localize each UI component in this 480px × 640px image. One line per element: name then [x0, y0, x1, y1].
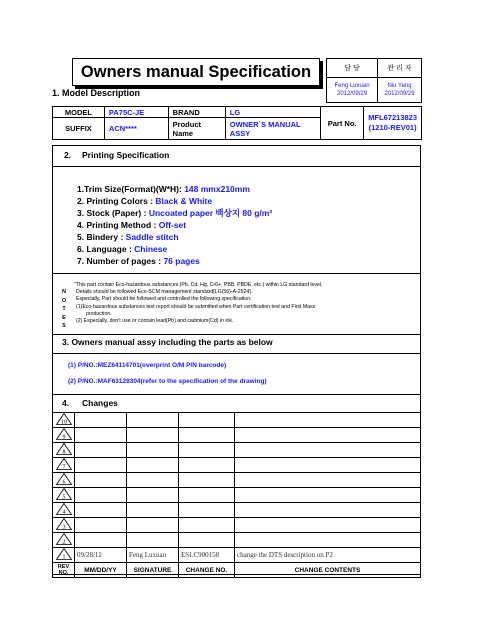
suffix-label: SUFFIX	[53, 118, 105, 140]
rev-cell	[53, 458, 75, 473]
change-date	[75, 488, 127, 503]
section-3-title: 3. Owners manual assy including the parts as below	[62, 337, 273, 347]
approval-manager-date: 2012/09/29	[384, 91, 415, 97]
change-signature	[127, 533, 179, 548]
change-row	[53, 503, 421, 518]
notes-label: N O T E S	[61, 289, 67, 329]
revision-triangle-icon	[56, 428, 72, 440]
svg-text:10: 10	[60, 419, 67, 425]
svg-text:5: 5	[62, 494, 65, 500]
change-contents	[235, 473, 421, 488]
change-contents	[235, 488, 421, 503]
col-date: MM/DD/YY	[75, 563, 127, 578]
divider	[53, 334, 420, 335]
divider	[53, 394, 420, 395]
model-label: MODEL	[53, 107, 105, 118]
approval-charge-name: Feng Luxuan	[334, 83, 370, 89]
brand-value: LG	[225, 107, 320, 118]
part-number-item: (2) P/NO.:MAF63128304(refer to the specification of the drawing)	[68, 378, 267, 385]
change-signature	[127, 473, 179, 488]
change-number	[179, 473, 235, 488]
change-number	[179, 443, 235, 458]
change-row	[53, 428, 421, 443]
approval-charge-date: 2012/09/29	[337, 91, 368, 97]
svg-text:6: 6	[62, 479, 65, 485]
change-date: 09/28/12	[75, 548, 127, 563]
approval-manager-cell	[378, 78, 422, 103]
col-change-contents: CHANGE CONTENTS	[235, 563, 421, 578]
change-contents	[235, 428, 421, 443]
part-number-list	[68, 358, 267, 390]
divider	[53, 273, 420, 274]
change-date	[75, 518, 127, 533]
product-name-value: OWNER`S MANUAL ASSY	[225, 118, 320, 140]
rev-cell	[53, 488, 75, 503]
section-4-number: 4.	[62, 398, 70, 408]
svg-text:2: 2	[62, 539, 65, 545]
rev-cell	[53, 533, 75, 548]
change-number	[179, 428, 235, 443]
revision-triangle-icon	[56, 518, 72, 530]
spec-method: 4. Printing Method : Off-set	[77, 220, 187, 230]
change-contents	[235, 533, 421, 548]
rev-cell	[53, 503, 75, 518]
section-4-title: Changes	[82, 398, 118, 408]
revision-triangle-icon	[56, 443, 72, 455]
change-number	[179, 518, 235, 533]
revision-triangle-icon	[56, 533, 72, 545]
svg-text:1: 1	[62, 554, 65, 560]
change-row	[53, 443, 421, 458]
change-date	[75, 443, 127, 458]
printing-spec-list	[77, 183, 272, 267]
notes-text: "This part contain Eco-hazardous substances (Pb, Cd, Hg, Cr6+, PBB, PBDE, etc.) within LG standard level, Details should be followed Eco-SCM management standard[LG(56)-A-2524]. Especially, Part should be followed and controlled the following specification. (1)Eco-hazardous substances test report should be submitted when Part certification test and First Mass production. (2) Especially, don't use or contain lead(Pb) and cadmium(Cd) in ink.	[74, 282, 323, 325]
col-signature: SIGNATURE	[127, 563, 179, 578]
change-date	[75, 428, 127, 443]
rev-cell	[53, 413, 75, 428]
rev-cell	[53, 548, 75, 563]
revision-triangle-icon	[56, 488, 72, 500]
change-date	[75, 473, 127, 488]
section-1-title: 1. Model Description	[52, 88, 141, 98]
section-2-number: 2.	[64, 150, 72, 160]
spec-stock: 3. Stock (Paper) : Uncoated paper 백상지 80 g/m²	[77, 208, 273, 218]
change-row	[53, 488, 421, 503]
revision-triangle-icon	[56, 458, 72, 470]
changes-footer	[53, 563, 421, 578]
change-signature	[127, 488, 179, 503]
change-date	[75, 413, 127, 428]
change-signature	[127, 443, 179, 458]
spec-trim: 1.Trim Size(Format)(W*H): 148 mmx210mm	[77, 184, 250, 194]
part-no-label: Part No.	[321, 107, 364, 140]
section-2-title: Printing Specification	[82, 150, 170, 160]
rev-cell	[53, 428, 75, 443]
change-contents: change the DTS description on P2	[235, 548, 421, 563]
divider	[53, 353, 420, 354]
revision-triangle-icon	[56, 413, 72, 425]
svg-text:7: 7	[62, 464, 65, 470]
change-row	[53, 458, 421, 473]
suffix-value: ACN****	[104, 118, 168, 140]
revision-triangle-icon	[56, 473, 72, 485]
change-signature	[127, 503, 179, 518]
part-no-rev: (1210-REV01)	[368, 123, 417, 132]
change-signature: Feng Luxuan	[127, 548, 179, 563]
change-number	[179, 488, 235, 503]
revision-triangle-icon	[56, 548, 72, 560]
spec-bindery: 5. Bindery : Saddle stitch	[77, 232, 179, 242]
change-signature	[127, 428, 179, 443]
change-row	[53, 533, 421, 548]
rev-cell	[53, 443, 75, 458]
approval-table	[326, 58, 422, 103]
col-rev-no: REV NO.	[53, 563, 75, 578]
spec-colors: 2. Printing Colors : Black & White	[77, 196, 213, 206]
change-row	[53, 518, 421, 533]
model-table	[52, 106, 422, 140]
change-contents	[235, 413, 421, 428]
change-contents	[235, 458, 421, 473]
change-contents	[235, 443, 421, 458]
change-date	[75, 458, 127, 473]
change-date	[75, 533, 127, 548]
revision-triangle-icon	[56, 503, 72, 515]
svg-text:9: 9	[62, 434, 65, 440]
part-number-item: (1) P/NO.:MEZ64114701(overprint O/M P/N barcode)	[68, 362, 227, 369]
svg-text:3: 3	[62, 524, 65, 530]
model-value: PA75C-JE	[104, 107, 168, 118]
change-contents	[235, 518, 421, 533]
change-number	[179, 413, 235, 428]
change-signature	[127, 518, 179, 533]
change-signature	[127, 458, 179, 473]
change-number	[179, 533, 235, 548]
change-row	[53, 413, 421, 428]
approval-charge-cell	[327, 78, 378, 103]
changes-table	[52, 412, 421, 578]
spec-language: 6. Language : Chinese	[77, 244, 168, 254]
change-number	[179, 503, 235, 518]
brand-label: BRAND	[168, 107, 225, 118]
approval-header-manager: 관 리 자	[378, 59, 422, 78]
change-number	[179, 458, 235, 473]
document-title: Owners manual Specification	[72, 58, 320, 86]
change-row	[53, 548, 421, 563]
part-no-value: MFL67213823	[368, 113, 417, 122]
rev-cell	[53, 473, 75, 488]
change-contents	[235, 503, 421, 518]
svg-text:4: 4	[62, 509, 65, 515]
change-row	[53, 473, 421, 488]
svg-text:8: 8	[62, 449, 65, 455]
change-signature	[127, 413, 179, 428]
rev-cell	[53, 518, 75, 533]
col-change-no: CHANGE NO.	[179, 563, 235, 578]
part-no-cell	[364, 107, 422, 140]
approval-manager-name: Niu Yang	[387, 83, 412, 89]
spec-pages: 7. Number of pages : 76 pages	[77, 256, 200, 266]
change-number: ESLC900158	[179, 548, 235, 563]
change-date	[75, 503, 127, 518]
approval-header-charge: 담 당	[327, 59, 378, 78]
divider	[53, 166, 420, 167]
product-name-label: Product Name	[168, 118, 225, 140]
